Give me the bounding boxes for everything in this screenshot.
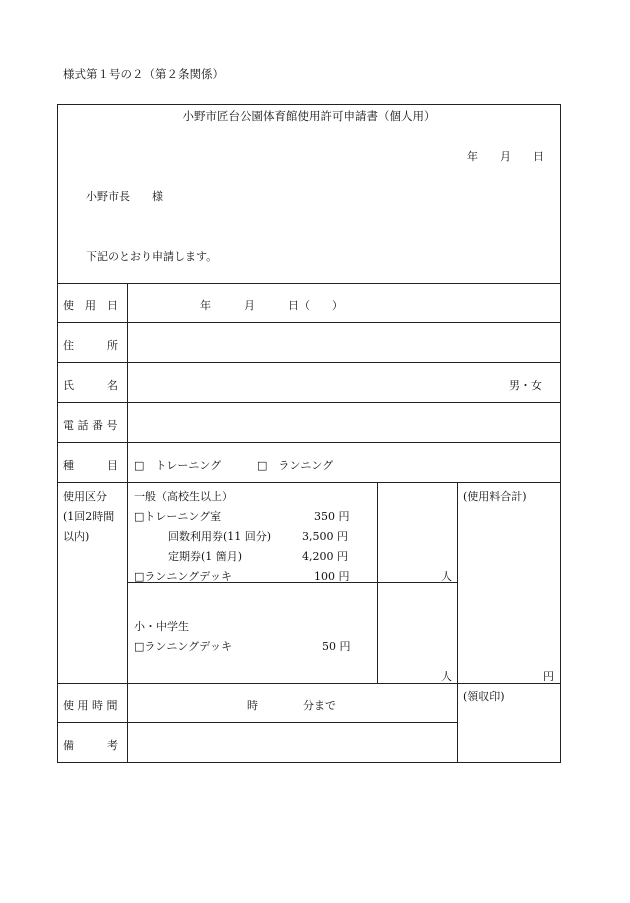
type-option-training[interactable]: □ トレーニング xyxy=(134,459,222,472)
price-pass: 4,200 円 xyxy=(302,550,348,563)
intro-text: 下記のとおり申請します。 xyxy=(86,250,218,263)
phone-field[interactable] xyxy=(130,405,558,439)
name-label: 氏 名 xyxy=(63,379,118,392)
price-coupon: 3,500 円 xyxy=(302,530,348,543)
use-date-field[interactable]: 年 月 日（ ） xyxy=(200,299,343,312)
total-unit: 円 xyxy=(543,670,554,683)
child-heading: 小・中学生 xyxy=(134,620,189,633)
form-number: 様式第１号の２（第２条関係） xyxy=(63,67,224,81)
adult-item-pass: 定期券(1 箇月) xyxy=(168,550,243,563)
child-count-unit: 人 xyxy=(441,670,452,683)
name-field[interactable] xyxy=(130,365,490,399)
category-label-2: (1回2時間 xyxy=(63,510,115,523)
use-time-label: 使 用 時 間 xyxy=(63,699,118,712)
addressee: 小野市長 様 xyxy=(86,190,163,203)
category-label-3: 以内) xyxy=(63,530,90,543)
gender-choice[interactable]: 男・女 xyxy=(509,379,542,392)
child-item-running-deck[interactable]: □ランニングデッキ xyxy=(134,640,232,653)
price-running-deck-child: 50 円 xyxy=(322,640,351,653)
adult-item-coupon: 回数利用券(11 回分) xyxy=(168,530,272,543)
adult-item-running-deck[interactable]: □ランニングデッキ xyxy=(134,570,232,583)
price-running-deck-adult: 100 円 xyxy=(314,570,350,583)
date-line: 年 月 日 xyxy=(467,150,544,163)
address-field[interactable] xyxy=(130,325,558,359)
phone-label: 電 話 番 号 xyxy=(63,419,118,432)
remarks-label: 備 考 xyxy=(63,739,118,752)
adult-heading: 一般（高校生以上） xyxy=(134,490,233,503)
type-label: 種 目 xyxy=(63,459,118,472)
receipt-stamp-label: (領収印) xyxy=(463,690,505,703)
price-training-room: 350 円 xyxy=(314,510,350,523)
form-title: 小野市匠台公園体育館使用許可申請書（個人用） xyxy=(182,109,436,123)
use-date-label: 使 用 日 xyxy=(63,299,118,312)
total-label: (使用料合計) xyxy=(463,490,527,503)
use-time-hour[interactable]: 時 xyxy=(247,699,258,712)
adult-item-training-room[interactable]: □トレーニング室 xyxy=(134,510,222,523)
address-label: 住 所 xyxy=(63,339,118,352)
type-option-running[interactable]: □ ランニング xyxy=(257,459,334,472)
use-time-minute[interactable]: 分まで xyxy=(303,699,336,712)
category-label-1: 使用区分 xyxy=(63,490,107,503)
remarks-field[interactable] xyxy=(130,725,454,759)
adult-count-unit: 人 xyxy=(441,570,452,583)
